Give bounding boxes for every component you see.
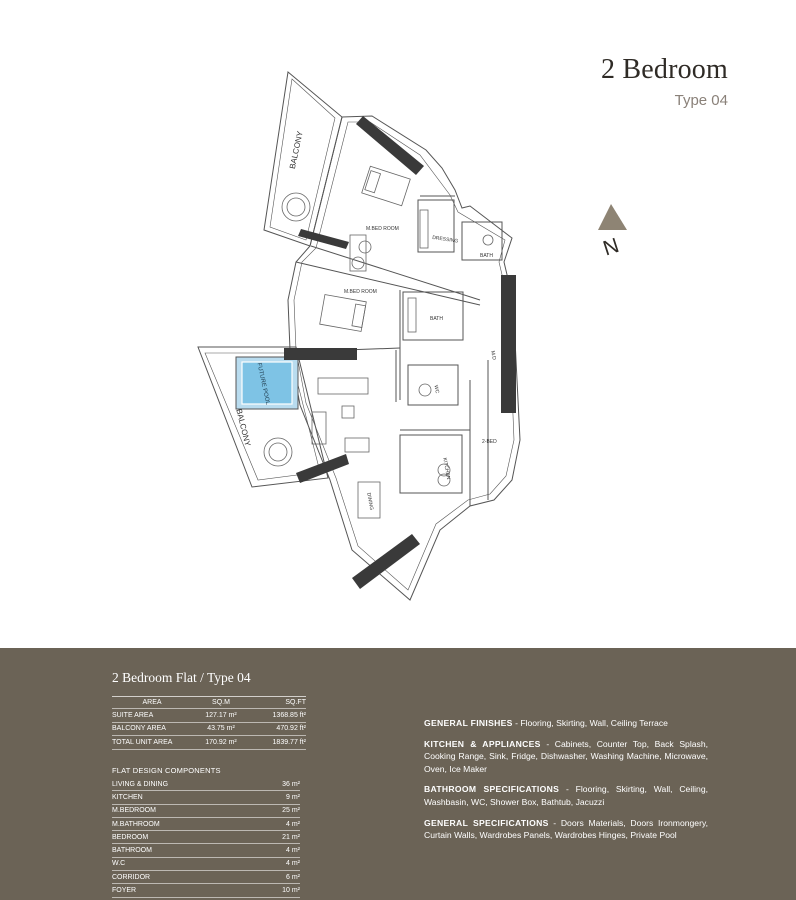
component-name: W.C (112, 860, 126, 868)
pool-label: FUTURE POOL (255, 362, 271, 406)
list-item (112, 884, 300, 897)
structural-column (284, 348, 357, 360)
spec-general-finishes: GENERAL FINISHES - Flooring, Skirting, Wall, Ceiling Terrace (424, 718, 668, 728)
list-item (112, 858, 300, 871)
components-list (112, 778, 300, 898)
north-label: N (600, 233, 622, 261)
table-cell: 1839.77 ft² (272, 738, 306, 746)
spec-text: Doors Materials, Doors Ironmongery, Curtain Walls, Wardrobes Panels, Wardrobes Hinges, Private Pool (424, 817, 708, 841)
component-name: M.BATHROOM (112, 820, 160, 828)
table-row (112, 736, 306, 750)
mbed-room-label-2: M.BED ROOM (344, 289, 377, 295)
structural-column (352, 534, 420, 589)
component-area: 25 m² (282, 807, 300, 815)
md-label: M.D (489, 350, 497, 361)
area-table-header (112, 696, 306, 709)
balcony-table-icon (282, 193, 310, 221)
table-cell: 43.75 m² (207, 725, 235, 733)
bath-label-2: BATH (430, 316, 443, 322)
spec-general-specifications: GENERAL SPECIFICATIONS - Doors Materials, Doors Ironmongery, Curtain Walls, Wardrobes Panels, Wardrobes Hinges, Private Pool (424, 817, 708, 841)
flat-title: 2 Bedroom Flat / Type 04 (112, 670, 251, 685)
table-row (112, 709, 306, 723)
table-cell: 127.17 m² (205, 711, 237, 719)
page-subtitle: Type 04 (674, 92, 728, 109)
col-sqft: SQ.FT (285, 699, 306, 706)
dressing-label: DRESSING (431, 234, 459, 245)
page-title: 2 Bedroom (600, 54, 728, 85)
component-area: 4 m² (286, 847, 300, 855)
table-cell: TOTAL UNIT AREA (112, 738, 173, 746)
structural-column (501, 275, 516, 413)
component-name: FOYER (112, 887, 137, 895)
mbed-room-label: M.BED ROOM (366, 226, 399, 232)
specs-panel (0, 648, 796, 900)
list-item (112, 805, 300, 818)
balcony-table-icon (264, 438, 292, 466)
table-cell: BALCONY AREA (112, 725, 166, 733)
spec-heading: BATHROOM SPECIFICATIONS (424, 784, 560, 795)
bath-label: BATH (480, 253, 493, 259)
balcony-bottom-label: BALCONY (234, 407, 253, 448)
table-cell: 470.92 ft² (276, 725, 306, 733)
component-area: 36 m² (282, 780, 300, 788)
sofa-icon (318, 378, 368, 394)
col-sqm: SQ.M (212, 699, 230, 706)
component-area: 4 m² (286, 860, 300, 868)
list-item (112, 818, 300, 831)
table-cell: 1368.85 ft² (272, 711, 306, 719)
spec-heading: GENERAL SPECIFICATIONS (424, 817, 549, 828)
area-table (112, 696, 306, 750)
table-cell: SUITE AREA (112, 711, 154, 719)
spec-heading: GENERAL FINISHES (424, 718, 513, 728)
north-compass-icon (598, 204, 627, 260)
bed-icon (362, 166, 411, 206)
table-row (112, 723, 306, 737)
component-name: KITCHEN (112, 793, 143, 801)
list-item (112, 844, 300, 857)
specifications (424, 717, 708, 850)
dining-label: DINING (365, 492, 375, 511)
second-bed-label: 2-BED (482, 439, 497, 445)
list-item (112, 831, 300, 844)
component-name: BEDROOM (112, 833, 149, 841)
component-name: CORRIDOR (112, 873, 151, 881)
components-title: FLAT DESIGN COMPONENTS (112, 766, 221, 775)
wc-label: WC (432, 384, 440, 394)
component-area: 10 m² (282, 887, 300, 895)
component-area: 4 m² (286, 820, 300, 828)
list-item (112, 871, 300, 884)
bed-icon (320, 295, 367, 332)
structural-column (298, 229, 349, 249)
spec-kitchen-appliances: KITCHEN & APPLIANCES - Cabinets, Counter Top, Back Splash, Cooking Range, Sink, Fridge, Dishwasher, Washing Machine, Microwave, Oven, Ice Maker (424, 738, 708, 774)
future-pool (236, 357, 298, 409)
spec-text: Flooring, Skirting, Wall, Ceiling, Washbasin, WC, Shower Box, Bathtub, Jacuzzi (424, 784, 708, 807)
spec-heading: KITCHEN & APPLIANCES (424, 738, 541, 749)
table-cell: 170.92 m² (205, 738, 237, 746)
structural-column (356, 116, 424, 175)
col-area: AREA (142, 699, 162, 706)
component-name: LIVING & DINING (112, 780, 169, 788)
component-name: M.BEDROOM (112, 807, 156, 815)
spec-bathroom: BATHROOM SPECIFICATIONS - Flooring, Skirting, Wall, Ceiling, Washbasin, WC, Shower Box, Bathtub, Jacuzzi (424, 784, 708, 807)
spec-text: Flooring, Skirting, Wall, Ceiling Terrace (520, 718, 668, 728)
component-area: 9 m² (286, 793, 300, 801)
list-item (112, 778, 300, 791)
component-area: 21 m² (282, 833, 300, 841)
list-item (112, 791, 300, 804)
spec-text: Cabinets, Counter Top, Back Splash, Cooking Range, Sink, Fridge, Dishwasher, Washing Machine, Microwave, Oven, Ice Maker (424, 738, 708, 774)
component-name: BATHROOM (112, 847, 152, 855)
balcony-top-outline (264, 72, 342, 246)
component-area: 6 m² (286, 873, 300, 881)
kitchen-label: KITCHEN (441, 457, 452, 481)
balcony-top-label: BALCONY (287, 130, 305, 170)
